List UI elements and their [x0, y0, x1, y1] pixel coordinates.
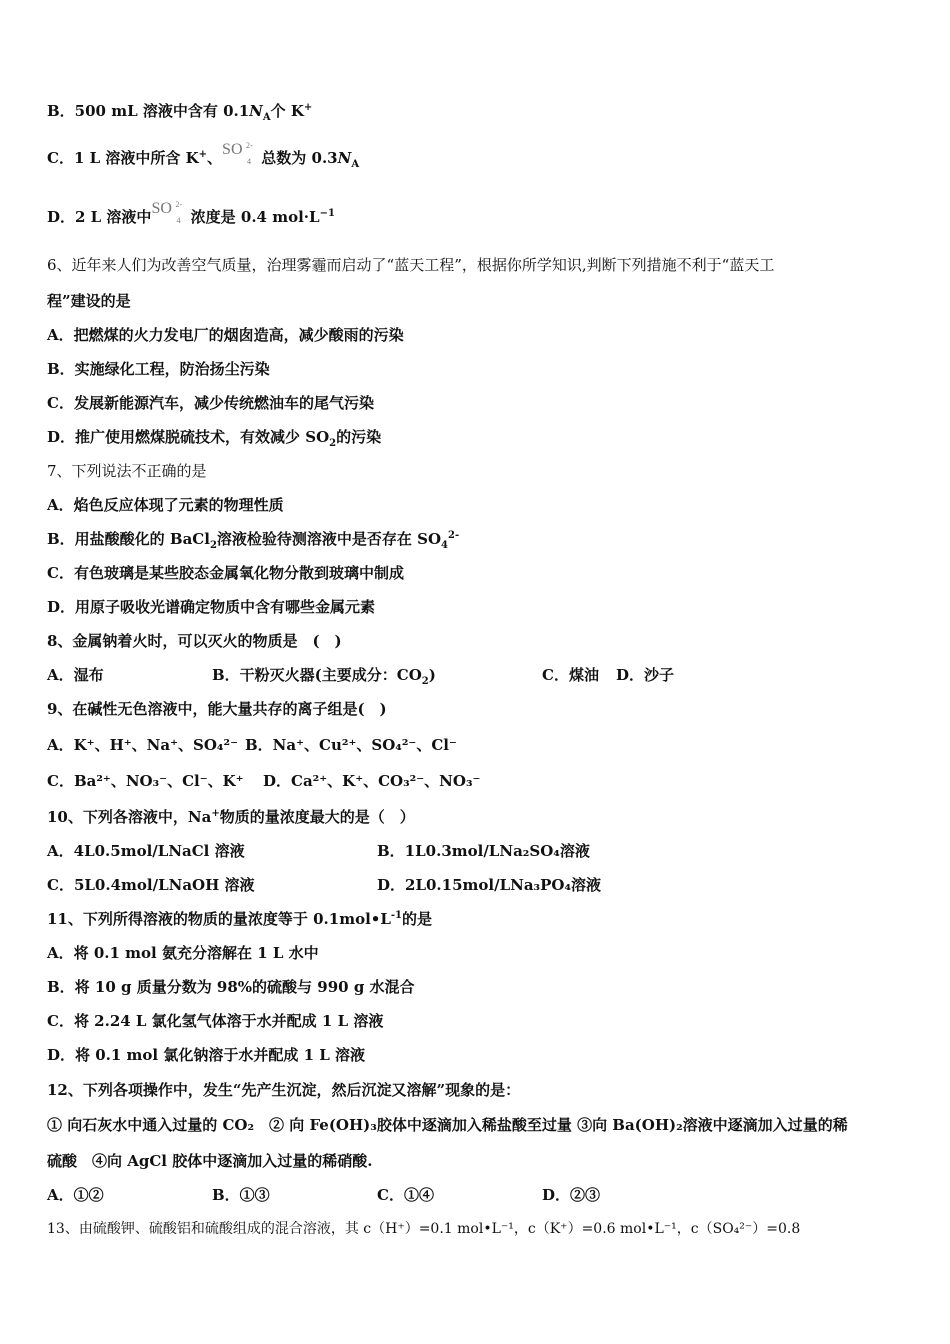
q10-options-ab: [47, 841, 590, 861]
q10-option-a: A．4L0.5mol/LNaCl 溶液: [47, 842, 245, 860]
q6-option-a: A．把燃煤的火力发电厂的烟囱造高，减少酸雨的污染: [47, 326, 404, 344]
q9-stem: 9、在碱性无色溶液中，能大量共存的离子组是( ): [47, 700, 387, 718]
q9-option-d: D．Ca²⁺、K⁺、CO₃²⁻、NO₃⁻: [263, 772, 481, 790]
q8-option-a: A．湿布: [47, 666, 104, 684]
q8-option-b: B．干粉灭火器(主要成分：$CO_2$): [212, 666, 436, 687]
q5-option-d: [47, 200, 335, 229]
q7-option-a: A．焰色反应体现了元素的物理性质: [47, 496, 284, 514]
q6-option-b: B．实施绿化工程，防治扬尘污染: [47, 360, 270, 378]
q5-option-b-na: N: [249, 102, 263, 120]
q11-option-d: D．将 0.1 mol 氯化钠溶于水并配成 1 L 溶液: [47, 1046, 365, 1064]
q8-stem: 8、金属钠着火时，可以灭火的物质是 ( ): [47, 632, 342, 650]
q8-option-c: C．煤油: [542, 666, 599, 684]
sulfate-ion-formula: SO 2- 4: [222, 141, 253, 166]
q5-option-d-sup: −1: [319, 208, 335, 219]
q13-stem: 13、由硫酸钾、硫酸铝和硫酸组成的混合溶液，其 c（H⁺）=0.1 mol•L⁻¹，c（K⁺）=0.6 mol•L⁻¹，c（SO₄²⁻）=0.8: [47, 1221, 801, 1237]
q12-options: [47, 1185, 600, 1205]
q6-option-d: D．推广使用燃煤脱硫技术，有效减少 $SO_2$的污染: [47, 428, 382, 449]
q5-option-c-sep: 、: [207, 149, 223, 167]
q12-items-line1: ① 向石灰水中通入过量的 CO₂ ② 向 Fe(OH)₃胶体中逐滴加入稀盐酸至过量 ③向 Ba(OH)₂溶液中逐滴加入过量的稀: [47, 1116, 848, 1134]
q6-stem: 6、近年来人们为改善空气质量，治理雾霾而启动了“蓝天工程”，根据你所学知识,判断下列措施不利于“蓝天工: [47, 256, 775, 274]
q10-option-d: D．2L0.15mol/LNa₃PO₄溶液: [377, 876, 602, 894]
q12-option-a: A．①②: [47, 1186, 104, 1204]
q11-option-b: B．将 10 g 质量分数为 98%的硫酸与 990 g 水混合: [47, 978, 415, 996]
q5-option-b-sup: +: [303, 102, 313, 113]
q5-option-c-k-sup: +: [198, 149, 208, 160]
q12-items-line2: 硫酸 ④向 AgCl 胶体中逐滴加入过量的稀硝酸.: [47, 1152, 373, 1170]
q5-option-d-tail: 浓度是 0.4 mol·L: [190, 208, 320, 226]
q7-option-d: D．用原子吸收光谱确定物质中含有哪些金属元素: [47, 598, 376, 616]
q9-option-b: B．Na⁺、Cu²⁺、SO₄²⁻、Cl⁻: [245, 736, 457, 754]
q6-option-c: C．发展新能源汽车，减少传统燃油车的尾气污染: [47, 394, 374, 412]
q10-option-c: C．5L0.4mol/LNaOH 溶液: [47, 876, 255, 894]
sulfate-ion-formula: SO 2- 4: [151, 200, 183, 225]
q5-option-b-text: B．500 mL 溶液中含有 0.1: [47, 102, 250, 120]
q5-option-c-na-sub: A: [351, 159, 360, 170]
q5-option-b: [47, 101, 312, 121]
q6-stem-cont: 程”建设的是: [47, 292, 131, 310]
q5-option-b-na-sub: A: [262, 112, 271, 123]
q10-stem: 10、下列各溶液中，Na+物质的量浓度最大的是（ ）: [47, 808, 415, 826]
q5-option-c-tail: 总数为 0.3: [261, 149, 338, 167]
q5-option-c-text: C．1 L 溶液中所含 K: [47, 149, 199, 167]
q5-option-c-na: N: [337, 149, 352, 167]
q9-options-ab: [47, 735, 457, 755]
q8-options: [47, 665, 674, 685]
q11-stem: 11、下列所得溶液的物质的量浓度等于 $0.1mol•L^{-1}$的是: [47, 910, 433, 928]
q11-option-a: A．将 0.1 mol 氨充分溶解在 1 L 水中: [47, 944, 319, 962]
q5-option-d-text: D．2 L 溶液中: [47, 208, 152, 226]
q7-option-b: B．用盐酸酸化的 BaCl$_2$溶液检验待测溶液中是否存在 $SO_4^{2-}$: [47, 530, 460, 551]
q5-option-b-tail: 个 K: [270, 102, 304, 120]
q7-stem: 7、下列说法不正确的是: [47, 462, 207, 480]
q7-option-c: C．有色玻璃是某些胶态金属氧化物分散到玻璃中制成: [47, 564, 404, 582]
q5-option-c: [47, 141, 360, 170]
q9-option-c: C．Ba²⁺、NO₃⁻、Cl⁻、K⁺: [47, 772, 244, 790]
q12-option-d: D．②③: [542, 1186, 601, 1204]
q9-options-cd: [47, 771, 480, 791]
q12-stem: 12、下列各项操作中，发生“先产生沉淀，然后沉淀又溶解”现象的是：: [47, 1081, 521, 1099]
q10-option-b: B．1L0.3mol/LNa₂SO₄溶液: [377, 842, 590, 860]
q10-options-cd: [47, 875, 601, 895]
q9-option-a: A．K⁺、H⁺、Na⁺、SO₄²⁻: [47, 736, 238, 754]
q12-option-c: C．①④: [377, 1186, 434, 1204]
q11-option-c: C．将 2.24 L 氯化氢气体溶于水并配成 1 L 溶液: [47, 1012, 384, 1030]
q12-option-b: B．①③: [212, 1186, 270, 1204]
q8-option-d: D．沙子: [616, 666, 675, 684]
